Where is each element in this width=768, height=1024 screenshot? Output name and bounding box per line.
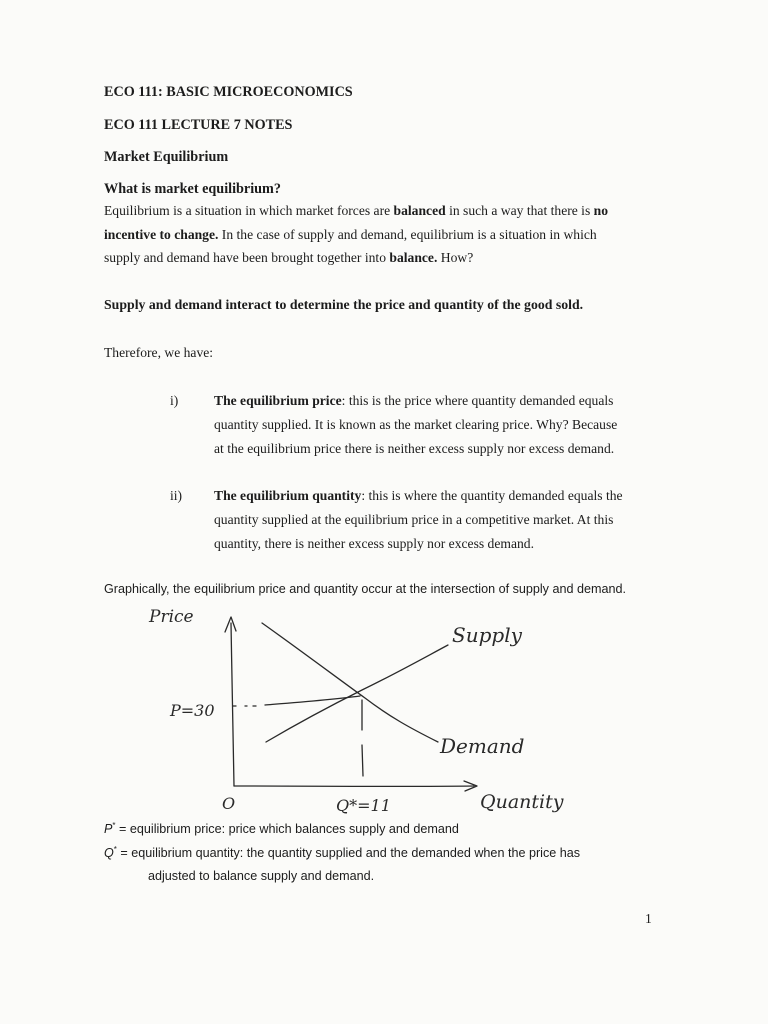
quantity-label: Q*=11 bbox=[336, 796, 391, 815]
paragraph-line-3: supply and demand have been brought together into balance. How? bbox=[104, 250, 474, 265]
definition-q-continued: adjusted to balance supply and demand. bbox=[148, 869, 375, 883]
y-axis-label: Price bbox=[149, 607, 194, 627]
list-item-line: at the equilibrium price there is neither excess supply nor excess demand. bbox=[214, 441, 615, 456]
list-item-line: quantity supplied. It is known as the market clearing price. Why? Because bbox=[214, 417, 618, 432]
price-label: P=30 bbox=[170, 701, 215, 720]
supply-curve bbox=[266, 645, 448, 742]
paragraph-line-1: Equilibrium is a situation in which market forces are balanced in such a way that there is no bbox=[104, 203, 609, 218]
definition-q: Q* = equilibrium quantity: the quantity supplied and the demanded when the price has bbox=[104, 845, 581, 861]
list-item: The equilibrium quantity: this is where the quantity demanded equals the bbox=[214, 488, 623, 503]
definition-p: P* = equilibrium price: price which balances supply and demand bbox=[104, 821, 459, 837]
origin-label: O bbox=[222, 794, 236, 813]
key-statement: Supply and demand interact to determine the price and quantity of the good sold. bbox=[104, 297, 584, 312]
x-axis-label: Quantity bbox=[480, 791, 564, 813]
question-heading: What is market equilibrium? bbox=[104, 181, 281, 197]
list-item: The equilibrium price: this is the price where quantity demanded equals bbox=[214, 393, 614, 408]
page-number: 1 bbox=[645, 911, 652, 926]
document-title: ECO 111: BASIC MICROECONOMICS bbox=[104, 84, 353, 100]
graph-intro: Graphically, the equilibrium price and quantity occur at the intersection of supply and demand. bbox=[104, 582, 627, 596]
y-axis bbox=[231, 623, 234, 786]
therefore-text: Therefore, we have: bbox=[104, 345, 214, 360]
list-number: i) bbox=[170, 393, 179, 408]
list-item-line: quantity, there is neither excess supply nor excess demand. bbox=[214, 536, 534, 551]
demand-label: Demand bbox=[440, 734, 525, 758]
list-number: ii) bbox=[170, 488, 183, 503]
equilibrium-quantity-line bbox=[362, 700, 363, 776]
lecture-subtitle: ECO 111 LECTURE 7 NOTES bbox=[104, 117, 293, 133]
paragraph-line-2: incentive to change. In the case of supply and demand, equilibrium is a situation in which bbox=[104, 227, 597, 242]
list-item-line: quantity supplied at the equilibrium price in a competitive market. At this bbox=[214, 512, 614, 527]
supply-label: Supply bbox=[452, 623, 522, 647]
section-heading: Market Equilibrium bbox=[104, 149, 229, 165]
demand-curve bbox=[262, 623, 438, 742]
